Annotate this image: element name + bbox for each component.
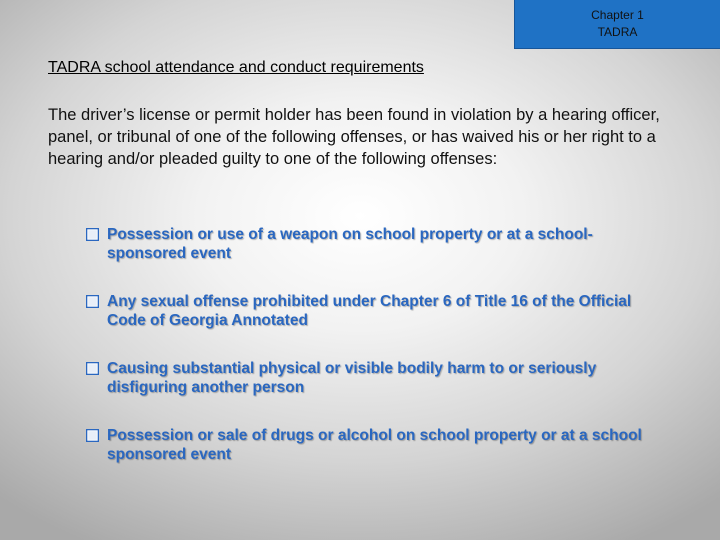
offense-item — [86, 225, 666, 263]
chapter-header-box — [514, 0, 720, 49]
offense-text: Possession or use of a weapon on school property or at a school-sponsored event — [107, 226, 593, 262]
offense-list — [86, 225, 666, 493]
offense-item — [86, 292, 666, 330]
topic-label: TADRA — [597, 25, 638, 39]
offense-text: Any sexual offense prohibited under Chapter 6 of Title 16 of the Official Code of Georgia Annotated — [107, 293, 632, 329]
checkbox-bullet-icon — [86, 362, 99, 375]
checkbox-bullet-icon — [86, 429, 99, 442]
offense-text: Causing substantial physical or visible bodily harm to or seriously disfiguring another person — [107, 360, 597, 396]
slide-title: TADRA school attendance and conduct requirements — [48, 59, 424, 76]
checkbox-bullet-icon — [86, 228, 99, 241]
chapter-label: Chapter 1 — [591, 8, 644, 22]
intro-paragraph: The driver’s license or permit holder has been found in violation by a hearing officer, panel, or tribunal of one of the following offenses, or has waived his or her right to a hearing and/or pleaded guilty to one of the following offenses: — [48, 106, 660, 168]
offense-item — [86, 426, 666, 464]
offense-item — [86, 359, 666, 397]
checkbox-bullet-icon — [86, 295, 99, 308]
offense-text: Possession or sale of drugs or alcohol on school property or at a school sponsored event — [107, 427, 642, 463]
